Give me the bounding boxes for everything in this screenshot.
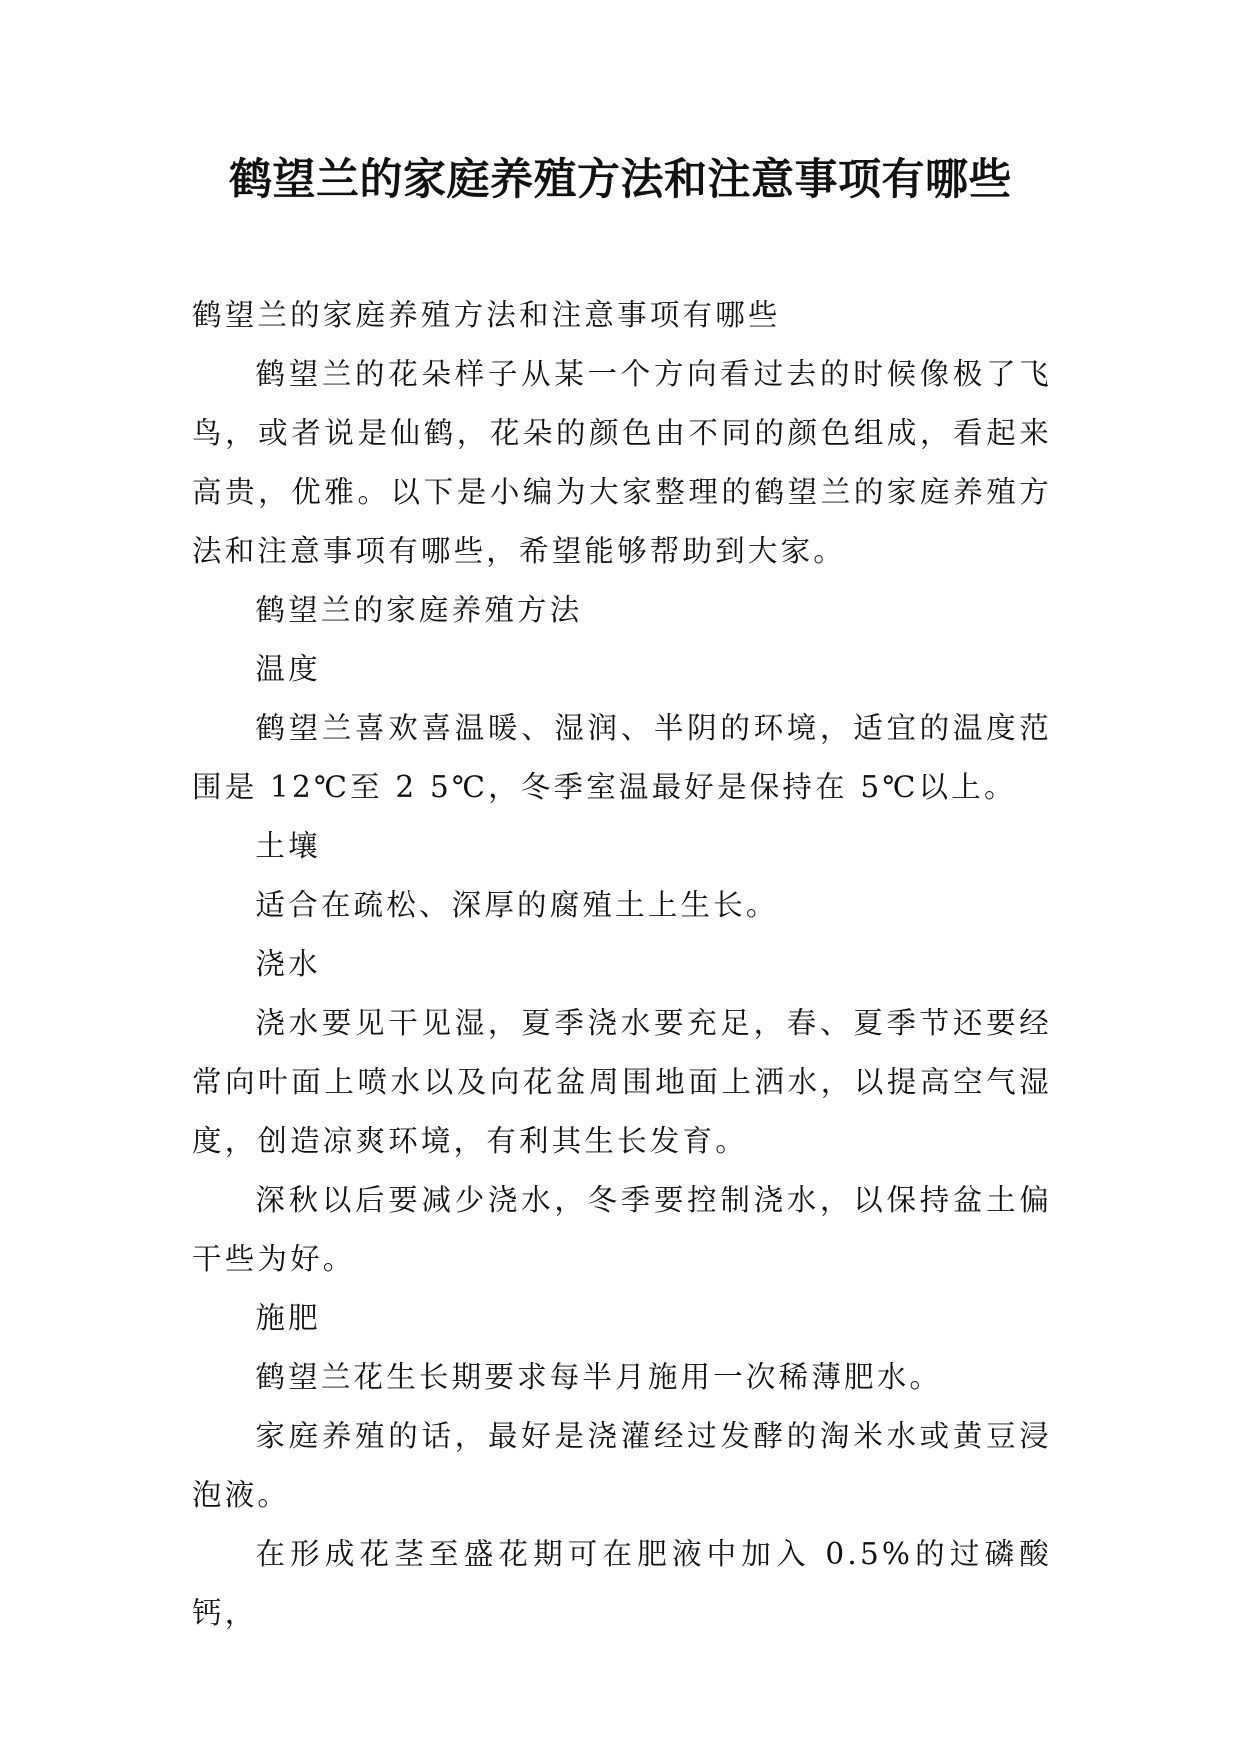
paragraph: 鹤望兰花生长期要求每半月施用一次稀薄肥水。: [255, 1360, 943, 1394]
paragraph: 鹤望兰的家庭养殖方法和注意事项有哪些: [192, 298, 781, 332]
paragraph: 在形成花茎至盛花期可在肥液中加入 0.5%的过磷酸钙，: [192, 1537, 1052, 1630]
document-title: 鹤望兰的家庭养殖方法和注意事项有哪些: [229, 155, 1012, 205]
section-heading: 土壤: [255, 829, 321, 863]
section-heading: 温度: [255, 652, 321, 686]
section-heading: 施肥: [255, 1301, 321, 1335]
paragraph: 浇水要见干见湿，夏季浇水要充足，春、夏季节还要经常向叶面上喷水以及向花盆周围地面上洒水，以提高空气湿度，创造凉爽环境，有利其生长发育。: [192, 1006, 1052, 1158]
section-heading: 浇水: [255, 947, 321, 981]
paragraph: 家庭养殖的话，最好是浇灌经过发酵的淘米水或黄豆浸泡液。: [192, 1419, 1052, 1512]
section-heading: 鹤望兰的家庭养殖方法: [255, 593, 583, 627]
paragraph: 深秋以后要减少浇水，冬季要控制浇水，以保持盆土偏干些为好。: [192, 1183, 1052, 1276]
paragraph: 鹤望兰的花朵样子从某一个方向看过去的时候像极了飞鸟，或者说是仙鹤，花朵的颜色由不同的颜色组成，看起来高贵，优雅。以下是小编为大家整理的鹤望兰的家庭养殖方法和注意事项有哪些，希望能够帮助到大家。: [192, 357, 1052, 568]
paragraph: 鹤望兰喜欢喜温暖、湿润、半阴的环境，适宜的温度范围是 12℃至 2 5℃，冬季室温最好是保持在 5℃以上。: [192, 711, 1052, 804]
paragraph: 适合在疏松、深厚的腐殖土上生长。: [255, 888, 779, 922]
document-body: [192, 286, 1052, 1643]
